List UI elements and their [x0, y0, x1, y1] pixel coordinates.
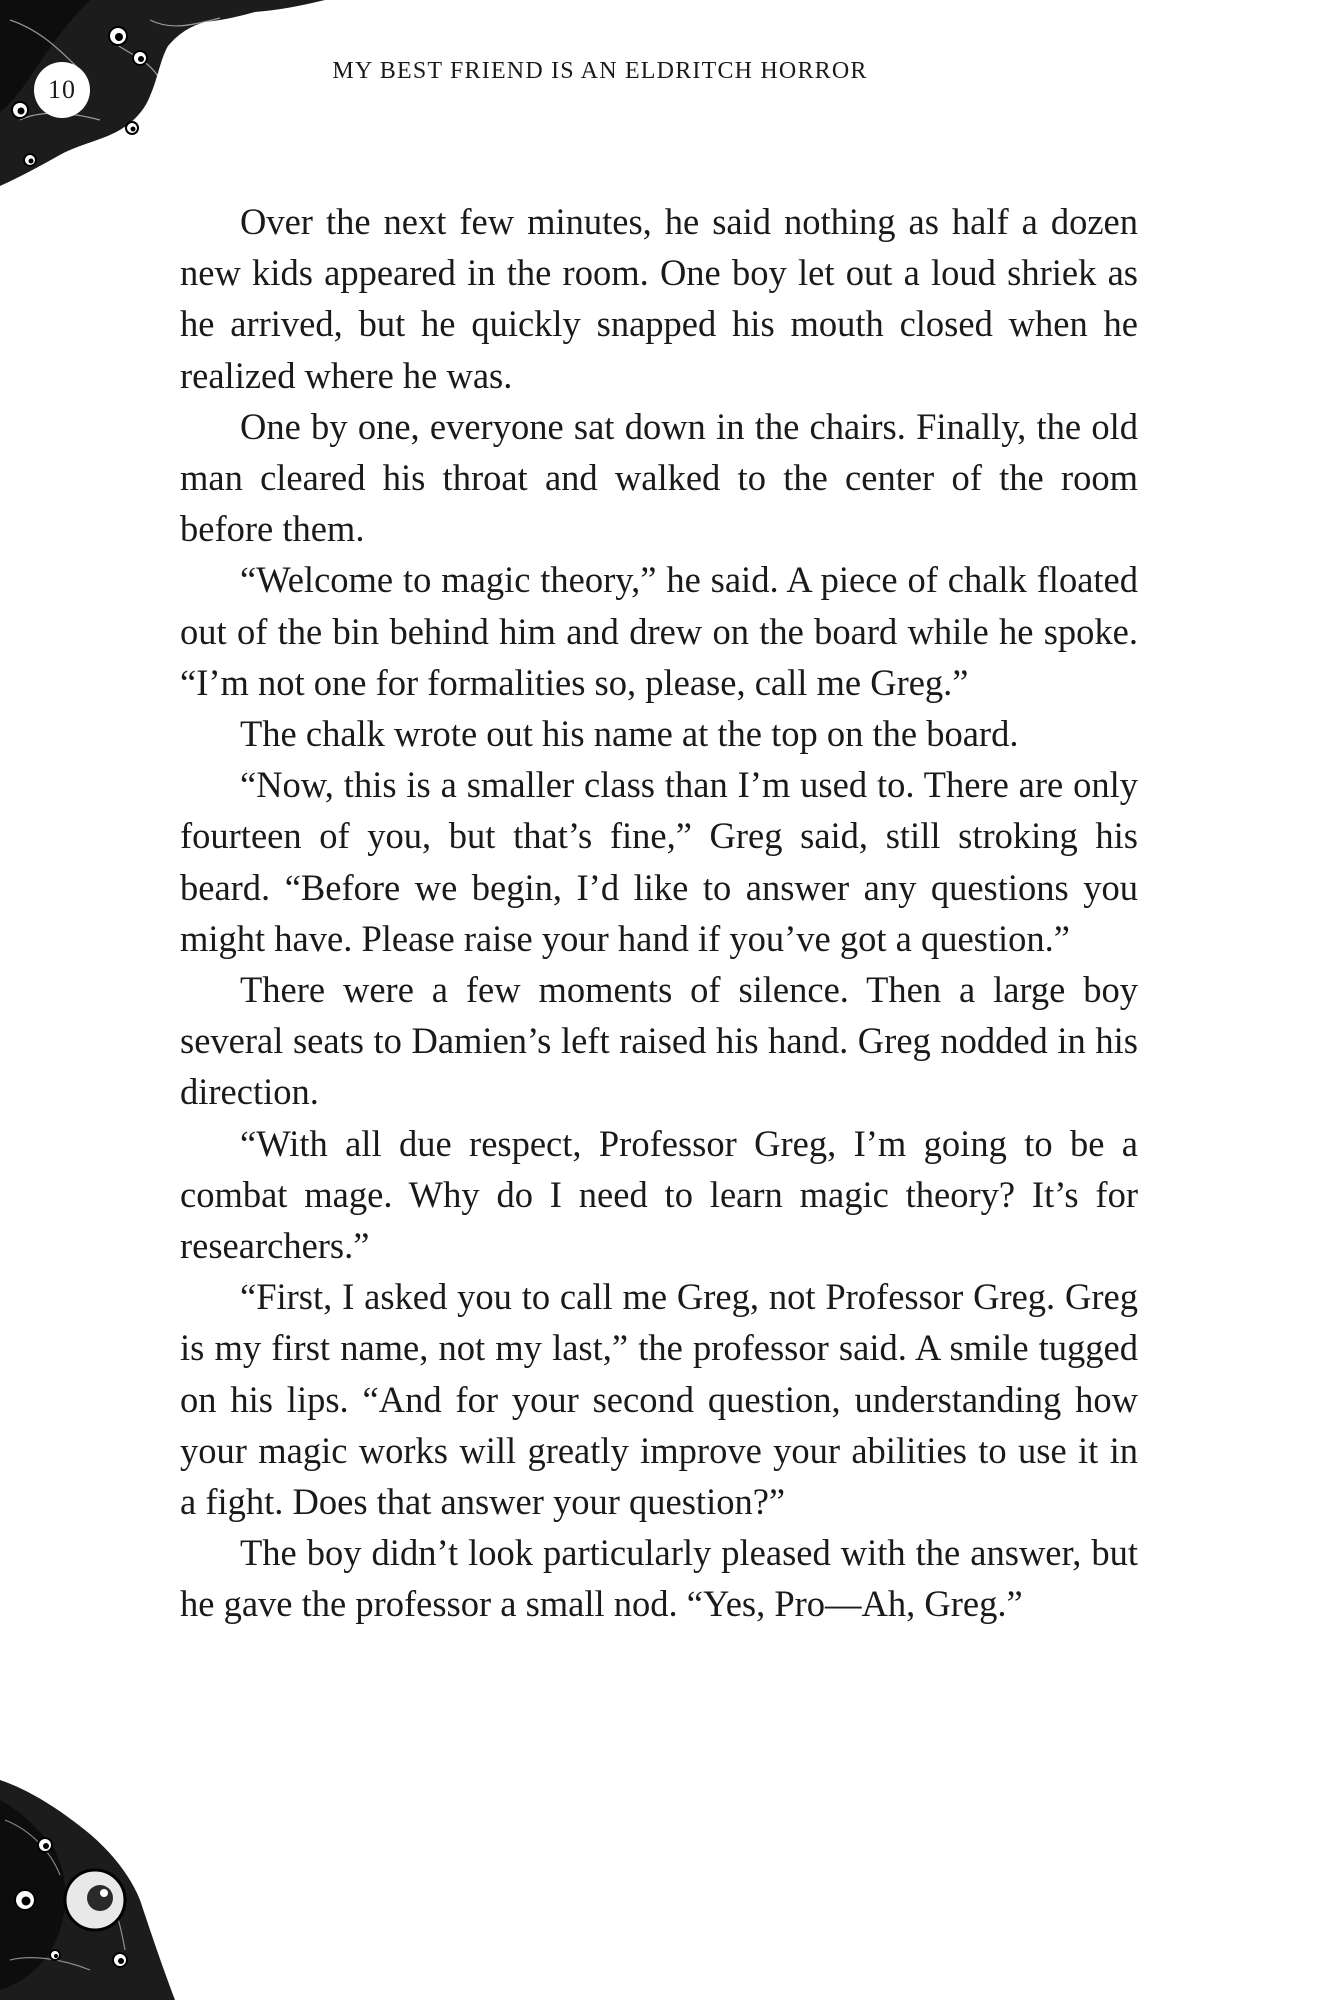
paragraph: One by one, everyone sat down in the chairs. Finally, the old man cleared his throat and walked to the center of the room before them.: [180, 405, 1138, 550]
paragraph: The chalk wrote out his name at the top on the board.: [240, 713, 1019, 755]
paragraph: “Now, this is a smaller class than I’m used to. There are only fourteen of you, but that’s fine,” Greg said, still stroking his beard. “Before we begin, I’d like to answer any questions you might have. Please raise your hand if you’ve got a question.”: [180, 764, 1138, 959]
running-head: MY BEST FRIEND IS AN ELDRITCH HORROR: [332, 58, 868, 84]
paragraph: “With all due respect, Professor Greg, I’m going to be a combat mage. Why do I need to learn magic theory? It’s for researchers.”: [180, 1122, 1138, 1267]
paragraph: Over the next few minutes, he said nothing as half a dozen new kids appeared in the room. One boy let out a loud shriek as he arrived, but he quickly snapped his mouth closed when he realized where he was.: [180, 201, 1138, 396]
paragraph: “Welcome to magic theory,” he said. A piece of chalk floated out of the bin behind him and drew on the board while he spoke. “I’m not one for formalities so, please, call me Greg.”: [180, 559, 1138, 703]
paragraph: The boy didn’t look particularly pleased with the answer, but he gave the professor a small nod. “Yes, Pro—Ah, Greg.”: [180, 1532, 1138, 1625]
body-text: [180, 196, 1138, 1630]
eyeball-monster-illustration: [0, 1780, 200, 2000]
paragraph: “First, I asked you to call me Greg, not Professor Greg. Greg is my first name, not my last,” the professor said. A smile tugged on his lips. “And for your second question, understanding how your magic works will greatly improve your abilities to use it in a fight. Does that answer your question?”: [180, 1276, 1138, 1523]
paragraph: There were a few moments of silence. Then a large boy several seats to Damien’s left raised his hand. Greg nodded in his direction.: [180, 969, 1138, 1113]
page-number: 10: [34, 62, 90, 118]
